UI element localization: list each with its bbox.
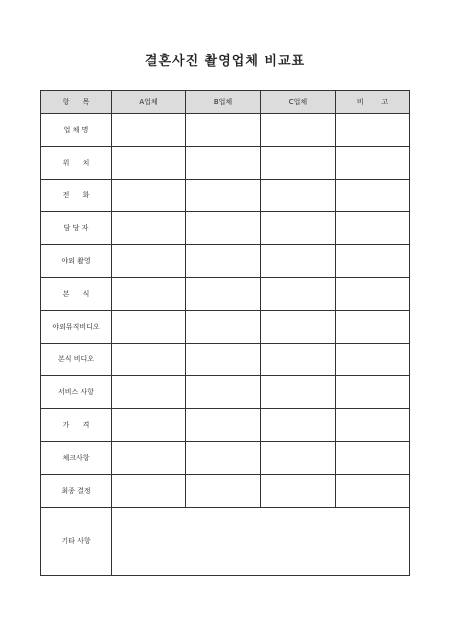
cell-company-c[interactable]	[261, 245, 336, 278]
cell-note[interactable]	[336, 212, 410, 245]
row-label: 전 화	[41, 179, 112, 212]
cell-company-b[interactable]	[186, 277, 261, 310]
cell-note[interactable]	[336, 146, 410, 179]
cell-company-c[interactable]	[261, 474, 336, 507]
cell-note[interactable]	[336, 343, 410, 376]
cell-company-a[interactable]	[112, 343, 186, 376]
cell-company-a[interactable]	[112, 310, 186, 343]
cell-company-a[interactable]	[112, 409, 186, 442]
cell-company-c[interactable]	[261, 310, 336, 343]
header-item: 항 목	[41, 91, 112, 114]
cell-company-b[interactable]	[186, 376, 261, 409]
comparison-table	[40, 90, 410, 576]
table-row	[41, 146, 410, 179]
cell-note[interactable]	[336, 441, 410, 474]
document-title: 결혼사진 촬영업체 비교표	[144, 54, 306, 69]
table-row	[41, 474, 410, 507]
header-note: 비 고	[336, 91, 410, 114]
cell-company-b[interactable]	[186, 179, 261, 212]
cell-company-b[interactable]	[186, 474, 261, 507]
row-label: 서비스 사항	[41, 376, 112, 409]
table-row	[41, 343, 410, 376]
header-company-c: C업체	[261, 91, 336, 114]
cell-company-b[interactable]	[186, 409, 261, 442]
cell-company-c[interactable]	[261, 146, 336, 179]
row-label: 위 치	[41, 146, 112, 179]
table-row	[41, 212, 410, 245]
cell-company-b[interactable]	[186, 441, 261, 474]
row-label: 본식 비디오	[41, 343, 112, 376]
row-label: 기타 사항	[41, 507, 112, 575]
cell-note[interactable]	[336, 114, 410, 147]
cell-note[interactable]	[336, 245, 410, 278]
row-label: 가 격	[41, 409, 112, 442]
cell-company-a[interactable]	[112, 376, 186, 409]
cell-note[interactable]	[336, 376, 410, 409]
row-label: 체크사항	[41, 441, 112, 474]
cell-company-c[interactable]	[261, 277, 336, 310]
row-label: 담 당 자	[41, 212, 112, 245]
table-row	[41, 114, 410, 147]
cell-company-b[interactable]	[186, 114, 261, 147]
table-row-other	[41, 507, 410, 575]
row-label: 업 체 명	[41, 114, 112, 147]
cell-company-b[interactable]	[186, 212, 261, 245]
header-company-a: A업체	[112, 91, 186, 114]
cell-company-c[interactable]	[261, 179, 336, 212]
row-label: 야외 촬영	[41, 245, 112, 278]
cell-company-a[interactable]	[112, 114, 186, 147]
cell-note[interactable]	[336, 409, 410, 442]
table-row	[41, 277, 410, 310]
cell-note[interactable]	[336, 179, 410, 212]
table-row	[41, 245, 410, 278]
cell-note[interactable]	[336, 310, 410, 343]
cell-company-b[interactable]	[186, 310, 261, 343]
cell-company-a[interactable]	[112, 212, 186, 245]
table-row	[41, 310, 410, 343]
cell-company-c[interactable]	[261, 212, 336, 245]
cell-company-a[interactable]	[112, 179, 186, 212]
cell-other-notes[interactable]	[112, 507, 410, 575]
row-label: 최종 결정	[41, 474, 112, 507]
table-row	[41, 409, 410, 442]
cell-company-c[interactable]	[261, 114, 336, 147]
cell-company-a[interactable]	[112, 277, 186, 310]
cell-company-c[interactable]	[261, 441, 336, 474]
header-row	[41, 91, 410, 114]
cell-company-c[interactable]	[261, 376, 336, 409]
cell-company-a[interactable]	[112, 245, 186, 278]
header-company-b: B업체	[186, 91, 261, 114]
cell-company-b[interactable]	[186, 146, 261, 179]
table-row	[41, 376, 410, 409]
table-row	[41, 441, 410, 474]
cell-company-c[interactable]	[261, 409, 336, 442]
row-label: 야외뮤직비디오	[41, 310, 112, 343]
cell-note[interactable]	[336, 474, 410, 507]
cell-company-a[interactable]	[112, 474, 186, 507]
cell-company-b[interactable]	[186, 343, 261, 376]
cell-note[interactable]	[336, 277, 410, 310]
cell-company-a[interactable]	[112, 146, 186, 179]
cell-company-b[interactable]	[186, 245, 261, 278]
cell-company-c[interactable]	[261, 343, 336, 376]
row-label: 본 식	[41, 277, 112, 310]
table-row	[41, 179, 410, 212]
cell-company-a[interactable]	[112, 441, 186, 474]
